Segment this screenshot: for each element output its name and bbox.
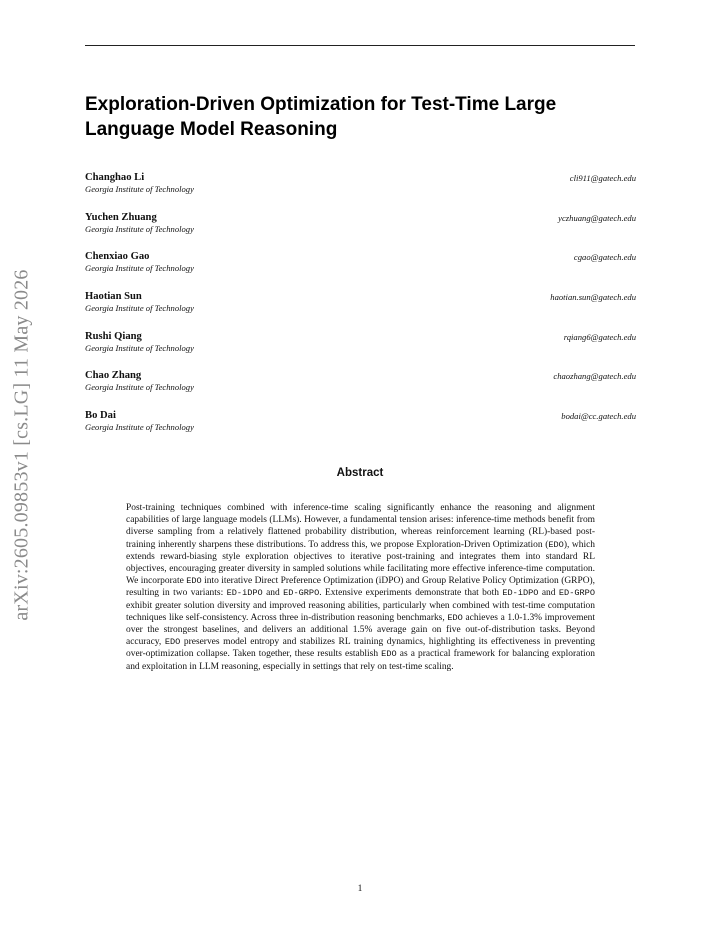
author-email[interactable]: rqiang6@gatech.edu — [563, 331, 636, 342]
page-number: 1 — [357, 884, 363, 894]
author-affiliation: Georgia Institute of Technology — [85, 303, 194, 314]
abstract-text-segment: exhibit greater solution diversity and improved reasoning abilities, particularly when combined with test-time computation techniques like self-consistency. Across three in-distribution reasoning benchmarks, — [126, 600, 595, 623]
author-name: Haotian Sun — [85, 291, 142, 303]
author-email[interactable]: cgao@gatech.edu — [573, 252, 636, 263]
abstract-text-segment: as a practical framework for balancing exploration and exploitation in LLM reasoning, especially in settings that rely on test-time scaling. — [126, 649, 596, 672]
abstract-text-segment: Post-training techniques combined with inference-time scaling significantly enhance the reasoning and alignment capabilities of large language models (LLMs). However, a fundamental tension arises: inference-time methods benefit from diverse sampling from a relatively flattened probability distribution, whereas reinforcement learning (RL)-based post-training inherently sharpens these distributions. To address this, we propose Exploration-Driven Optimization ( — [126, 503, 595, 550]
method-name-code: EDO — [447, 612, 463, 623]
author-email[interactable]: bodai@cc.gatech.edu — [561, 411, 636, 422]
abstract-heading: Abstract — [336, 467, 384, 479]
author-affiliation: Georgia Institute of Technology — [85, 184, 194, 194]
method-name-code: ED-iDPO — [226, 588, 263, 599]
abstract-text-segment: preserves model entropy and stabilizes RL training dynamics, highlighting its effectiveness in preventing over-optimization collapse. Taken together, these results establish — [126, 637, 595, 660]
method-name-code: ED-GRPO — [558, 588, 595, 599]
abstract-text-segment: achieves a 1.0-1.3% improvement over the strongest baselines, and delivers an additional 1.5% average gain on five out-of-distribution tasks. Beyond accuracy, — [126, 612, 595, 648]
author-name: Chao Zhang — [85, 370, 142, 382]
author-entry — [85, 251, 636, 291]
method-name-code: EDO — [164, 637, 181, 648]
author-entry — [85, 291, 636, 331]
author-name: Bo Dai — [85, 410, 116, 422]
author-entry — [85, 212, 636, 252]
paper-title: Exploration-Driven Optimization for Test-Time Large Language Model Reasoning — [85, 94, 557, 140]
abstract-text-segment: and — [538, 588, 559, 599]
author-entry — [85, 172, 636, 212]
author-affiliation: Georgia Institute of Technology — [85, 263, 194, 274]
abstract-text-segment: into iterative Direct Preference Optimization (iDPO) and Group Relative Policy Optimization (GRPO), resulting in two variants: — [126, 576, 596, 599]
author-email[interactable]: yczhuang@gatech.edu — [558, 212, 636, 223]
author-email[interactable]: cli911@gatech.edu — [569, 173, 636, 183]
header-rule — [85, 45, 635, 46]
author-name: Chenxiao Gao — [85, 251, 150, 263]
method-name-code: EDO — [381, 649, 397, 660]
method-name-code: ED-iDPO — [502, 588, 539, 599]
author-affiliation: Georgia Institute of Technology — [85, 342, 194, 353]
author-entry — [85, 410, 636, 450]
abstract-text-segment: ), which extends reward-biasing style exploration objectives to iterative post-training and integrates them into standard RL objectives, encouraging greater diversity in sampled solutions while facilitating more effective inference-time computation. We incorporate — [126, 539, 595, 587]
author-affiliation: Georgia Institute of Technology — [85, 382, 194, 393]
method-name-code: EDO — [186, 576, 202, 587]
method-name-code: EDO — [548, 539, 564, 550]
abstract-text-segment: and — [262, 588, 284, 599]
author-entry — [85, 331, 636, 371]
abstract-text-segment: . Extensive experiments demonstrate that both — [319, 588, 503, 599]
abstract-text — [126, 502, 595, 673]
author-name: Rushi Qiang — [85, 330, 142, 342]
arxiv-identifier[interactable]: arXiv:2605.09853v1 [cs.LG] 11 May 2026 — [10, 269, 33, 621]
author-affiliation: Georgia Institute of Technology — [85, 223, 194, 234]
author-email[interactable]: haotian.sun@gatech.edu — [550, 292, 636, 303]
author-name: Yuchen Zhuang — [85, 211, 157, 223]
author-affiliation: Georgia Institute of Technology — [85, 422, 194, 433]
method-name-code: ED-GRPO — [283, 588, 320, 599]
author-entry — [85, 370, 636, 410]
author-name: Changhao Li — [85, 172, 145, 183]
author-list — [85, 172, 636, 450]
author-email[interactable]: chaozhang@gatech.edu — [553, 371, 636, 382]
